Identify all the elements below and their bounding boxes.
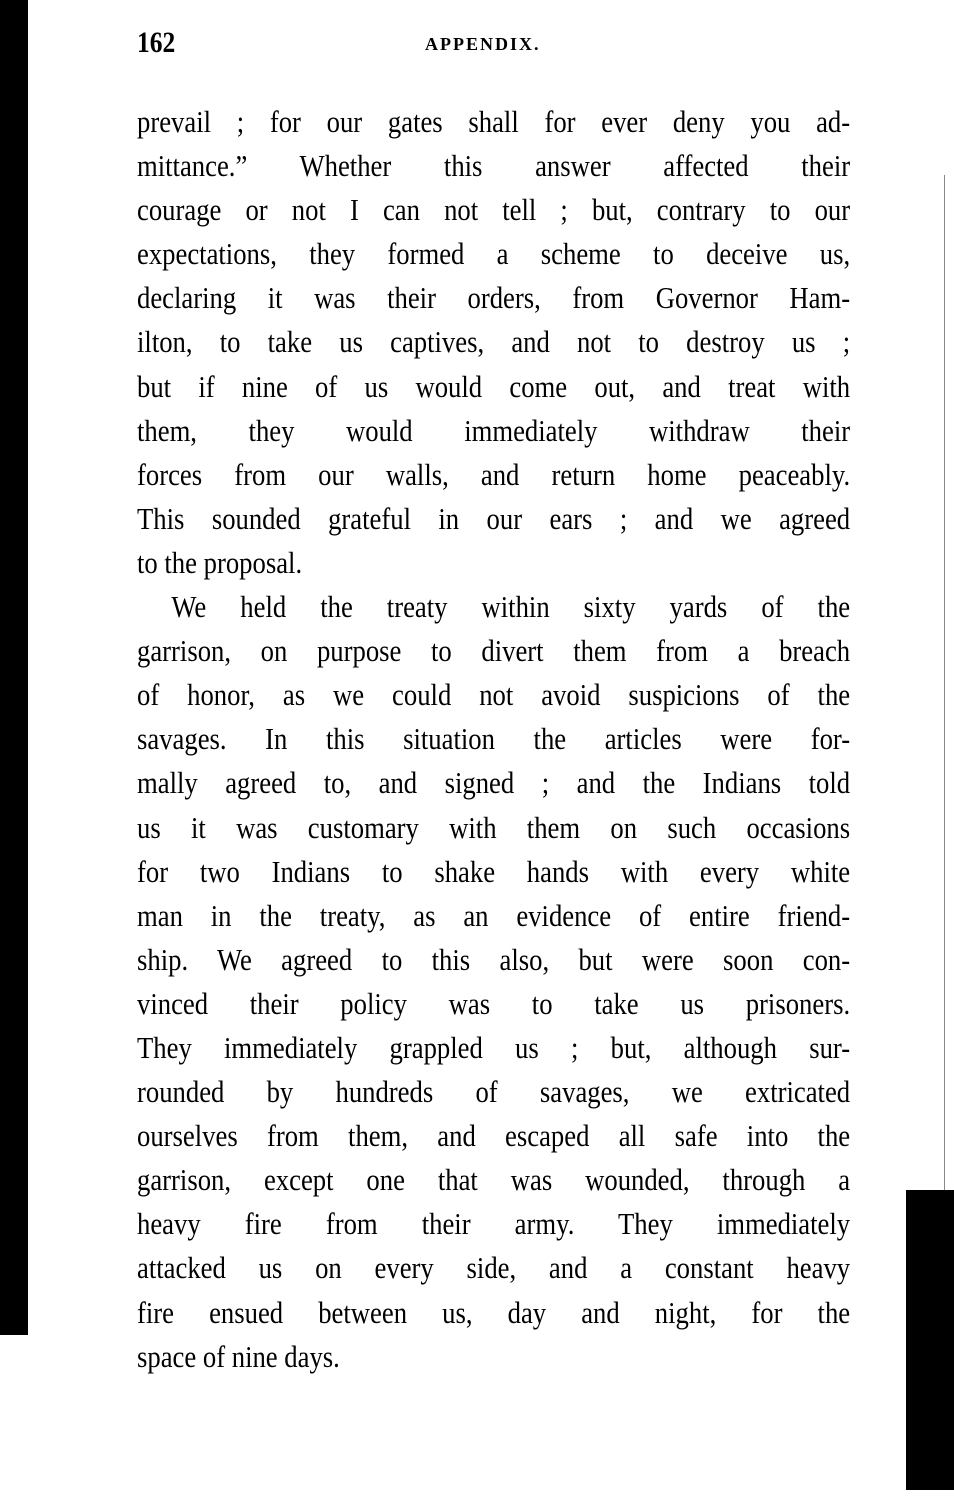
running-title: APPENDIX. (425, 34, 541, 54)
text-line (137, 761, 850, 805)
text-line-content: rounded by hundreds of savages, we extricated (137, 1074, 851, 1110)
text-line-content: garrison, on purpose to divert them from a breach (137, 633, 851, 669)
text-line (137, 850, 850, 894)
text-line (137, 894, 850, 938)
text-line-content: We held the treaty within sixty yards of the (171, 589, 851, 625)
text-line (137, 585, 850, 629)
text-line (137, 673, 850, 717)
text-line (137, 453, 850, 497)
text-line (137, 1291, 850, 1335)
text-line (137, 365, 850, 409)
text-line-content: space of nine days. (137, 1338, 340, 1374)
text-line (137, 276, 850, 320)
text-line (137, 1158, 850, 1202)
text-line-content: This sounded grateful in our ears ; and we agreed (137, 500, 851, 536)
text-line (137, 100, 850, 144)
text-line-content: prevail ; for our gates shall for ever deny you ad- (137, 104, 851, 139)
text-line-content: courage or not I can not tell ; but, contrary to our (137, 192, 851, 228)
text-line (137, 144, 850, 188)
page-number: 162 (137, 26, 176, 59)
text-line-content: mally agreed to, and signed ; and the Indians told (137, 765, 851, 801)
text-line (137, 629, 850, 673)
text-line-content: ilton, to take us captives, and not to destroy us ; (137, 324, 851, 360)
text-line (137, 982, 850, 1026)
text-line (137, 806, 850, 850)
text-line-content: of honor, as we could not avoid suspicions of the (137, 677, 851, 713)
page-header (137, 26, 850, 66)
text-line-content: They immediately grappled us ; but, although sur- (137, 1029, 851, 1065)
text-line (137, 1026, 850, 1070)
text-line (137, 1246, 850, 1290)
text-line-content: fire ensued between us, day and night, for the (137, 1294, 851, 1330)
text-line-content: expectations, they formed a scheme to deceive us, (137, 236, 851, 272)
text-line-content: them, they would immediately withdraw their (137, 412, 851, 448)
page-body (137, 100, 850, 1379)
text-line-content: to the proposal. (137, 544, 303, 580)
text-line (137, 232, 850, 276)
text-line-content: heavy fire from their army. They immediately (137, 1206, 851, 1242)
text-line (137, 1070, 850, 1114)
text-line-content: man in the treaty, as an evidence of entire friend- (137, 897, 851, 933)
text-line-content: ourselves from them, and escaped all safe into the (137, 1118, 851, 1154)
text-line (137, 717, 850, 761)
text-line-content: us it was customary with them on such occasions (137, 809, 851, 845)
text-line (137, 1114, 850, 1158)
text-line-content: declaring it was their orders, from Governor Ham- (137, 280, 851, 316)
text-line-content: vinced their policy was to take us prisoners. (137, 985, 851, 1021)
scan-edge-right-line (944, 175, 945, 1195)
text-line-content: garrison, except one that was wounded, through a (137, 1162, 851, 1198)
text-line (137, 320, 850, 364)
scan-edge-right (906, 1190, 954, 1490)
text-line (137, 1335, 850, 1379)
text-line (137, 541, 850, 585)
text-line-content: but if nine of us would come out, and treat with (137, 368, 851, 404)
text-line-content: forces from our walls, and return home peaceably. (137, 456, 851, 492)
scan-edge-left (0, 0, 28, 1335)
text-line (137, 497, 850, 541)
text-line-content: for two Indians to shake hands with every white (137, 853, 851, 889)
text-line-content: ship. We agreed to this also, but were soon con- (137, 941, 851, 977)
text-line (137, 938, 850, 982)
text-line-content: attacked us on every side, and a constant heavy (137, 1250, 851, 1286)
text-line (137, 188, 850, 232)
text-line (137, 1202, 850, 1246)
text-line-content: mittance.” Whether this answer affected their (137, 148, 851, 184)
text-line-content: savages. In this situation the articles were for- (137, 721, 851, 757)
text-line (137, 409, 850, 453)
